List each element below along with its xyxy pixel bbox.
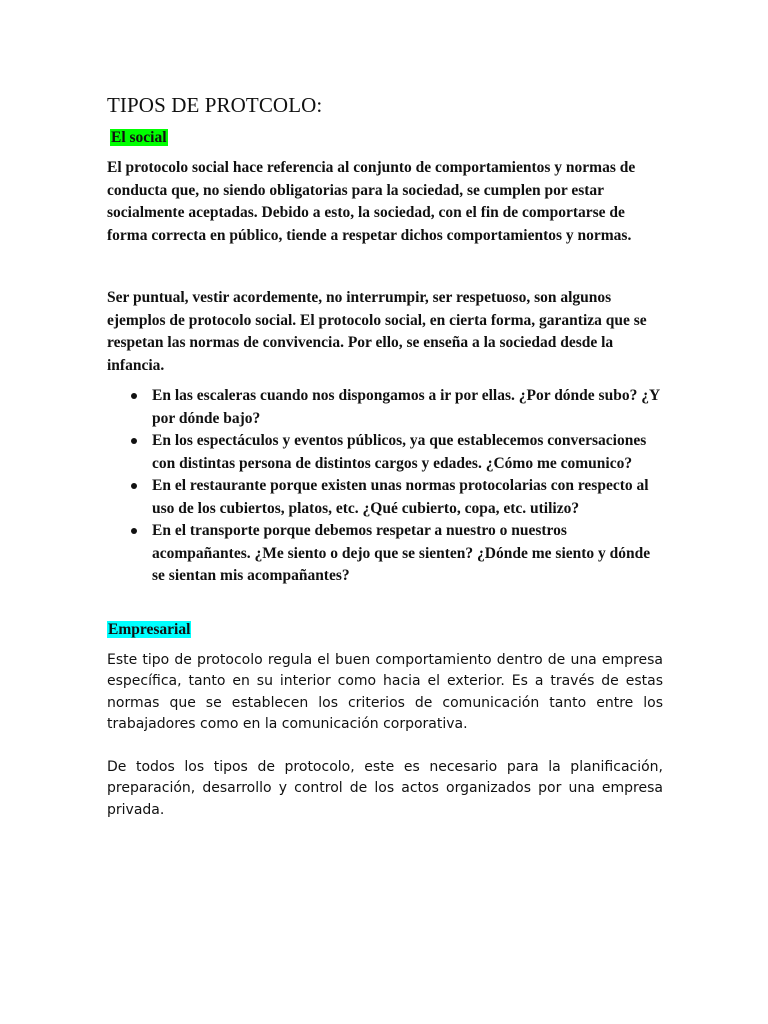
paragraph-spacer [107, 247, 663, 287]
list-item [107, 520, 663, 588]
list-item [107, 430, 663, 475]
section-heading-empresarial-label: Empresarial [108, 620, 191, 638]
paragraph-spacer [107, 736, 663, 757]
section-heading-social-label: El social [111, 129, 167, 146]
list-item-text: En las escaleras cuando nos dispongamos a ir por ellas. ¿Por dónde subo? ¿Y por dónde bajo? [152, 387, 660, 427]
bullet-icon [131, 528, 137, 534]
empresarial-paragraph-1: Este tipo de protocolo regula el buen comportamiento dentro de una empresa específica, tanto en su interior como hacia el exterior. Es a través de estas normas que se establecen los criterios de comunicación tanto entre los trabajadores como en la comunicación corporativa. [107, 651, 663, 732]
bullet-icon [131, 438, 137, 444]
bullet-icon [131, 393, 137, 399]
list-item [107, 385, 663, 430]
list-item-text: En los espectáculos y eventos públicos, ya que establecemos conversaciones con distintas persona de distintos cargos y edades. ¿Cómo me comunico? [152, 432, 647, 472]
section-heading-empresarial [107, 620, 663, 640]
empresarial-paragraph-2: De todos los tipos de protocolo, este es necesario para la planificación, preparación, desarrollo y control de los actos organizados por una empresa privada. [107, 758, 663, 818]
document-page [107, 92, 663, 821]
social-paragraph-1: El protocolo social hace referencia al conjunto de comportamientos y normas de conducta que, no siendo obligatorias para la sociedad, se cumplen por estar socialmente aceptadas. Debido a esto, la sociedad, con el fin de comportarse de forma correcta en público, tiende a respetar dichos comportamientos y normas. [107, 159, 636, 244]
list-item-text: En el transporte porque debemos respetar a nuestro o nuestros acompañantes. ¿Me siento o dejo que se sienten? ¿Dónde me siento y dónde se sientan mis acompañantes? [152, 522, 651, 584]
list-item-text: En el restaurante porque existen unas normas protocolarias con respecto al uso de los cubiertos, platos, etc. ¿Qué cubierto, copa, etc. utilizo? [152, 477, 649, 517]
bullet-icon [131, 483, 137, 489]
document-title: TIPOS DE PROTCOLO: [107, 93, 323, 117]
social-bullet-list [107, 385, 663, 588]
list-item [107, 475, 663, 520]
section-heading-social [110, 128, 663, 148]
social-paragraph-2: Ser puntual, vestir acordemente, no interrumpir, ser respetuoso, son algunos ejemplos de protocolo social. El protocolo social, en cierta forma, garantiza que se respetan las normas de convivencia. Por ello, se enseña a la sociedad desde la infancia. [107, 289, 647, 374]
